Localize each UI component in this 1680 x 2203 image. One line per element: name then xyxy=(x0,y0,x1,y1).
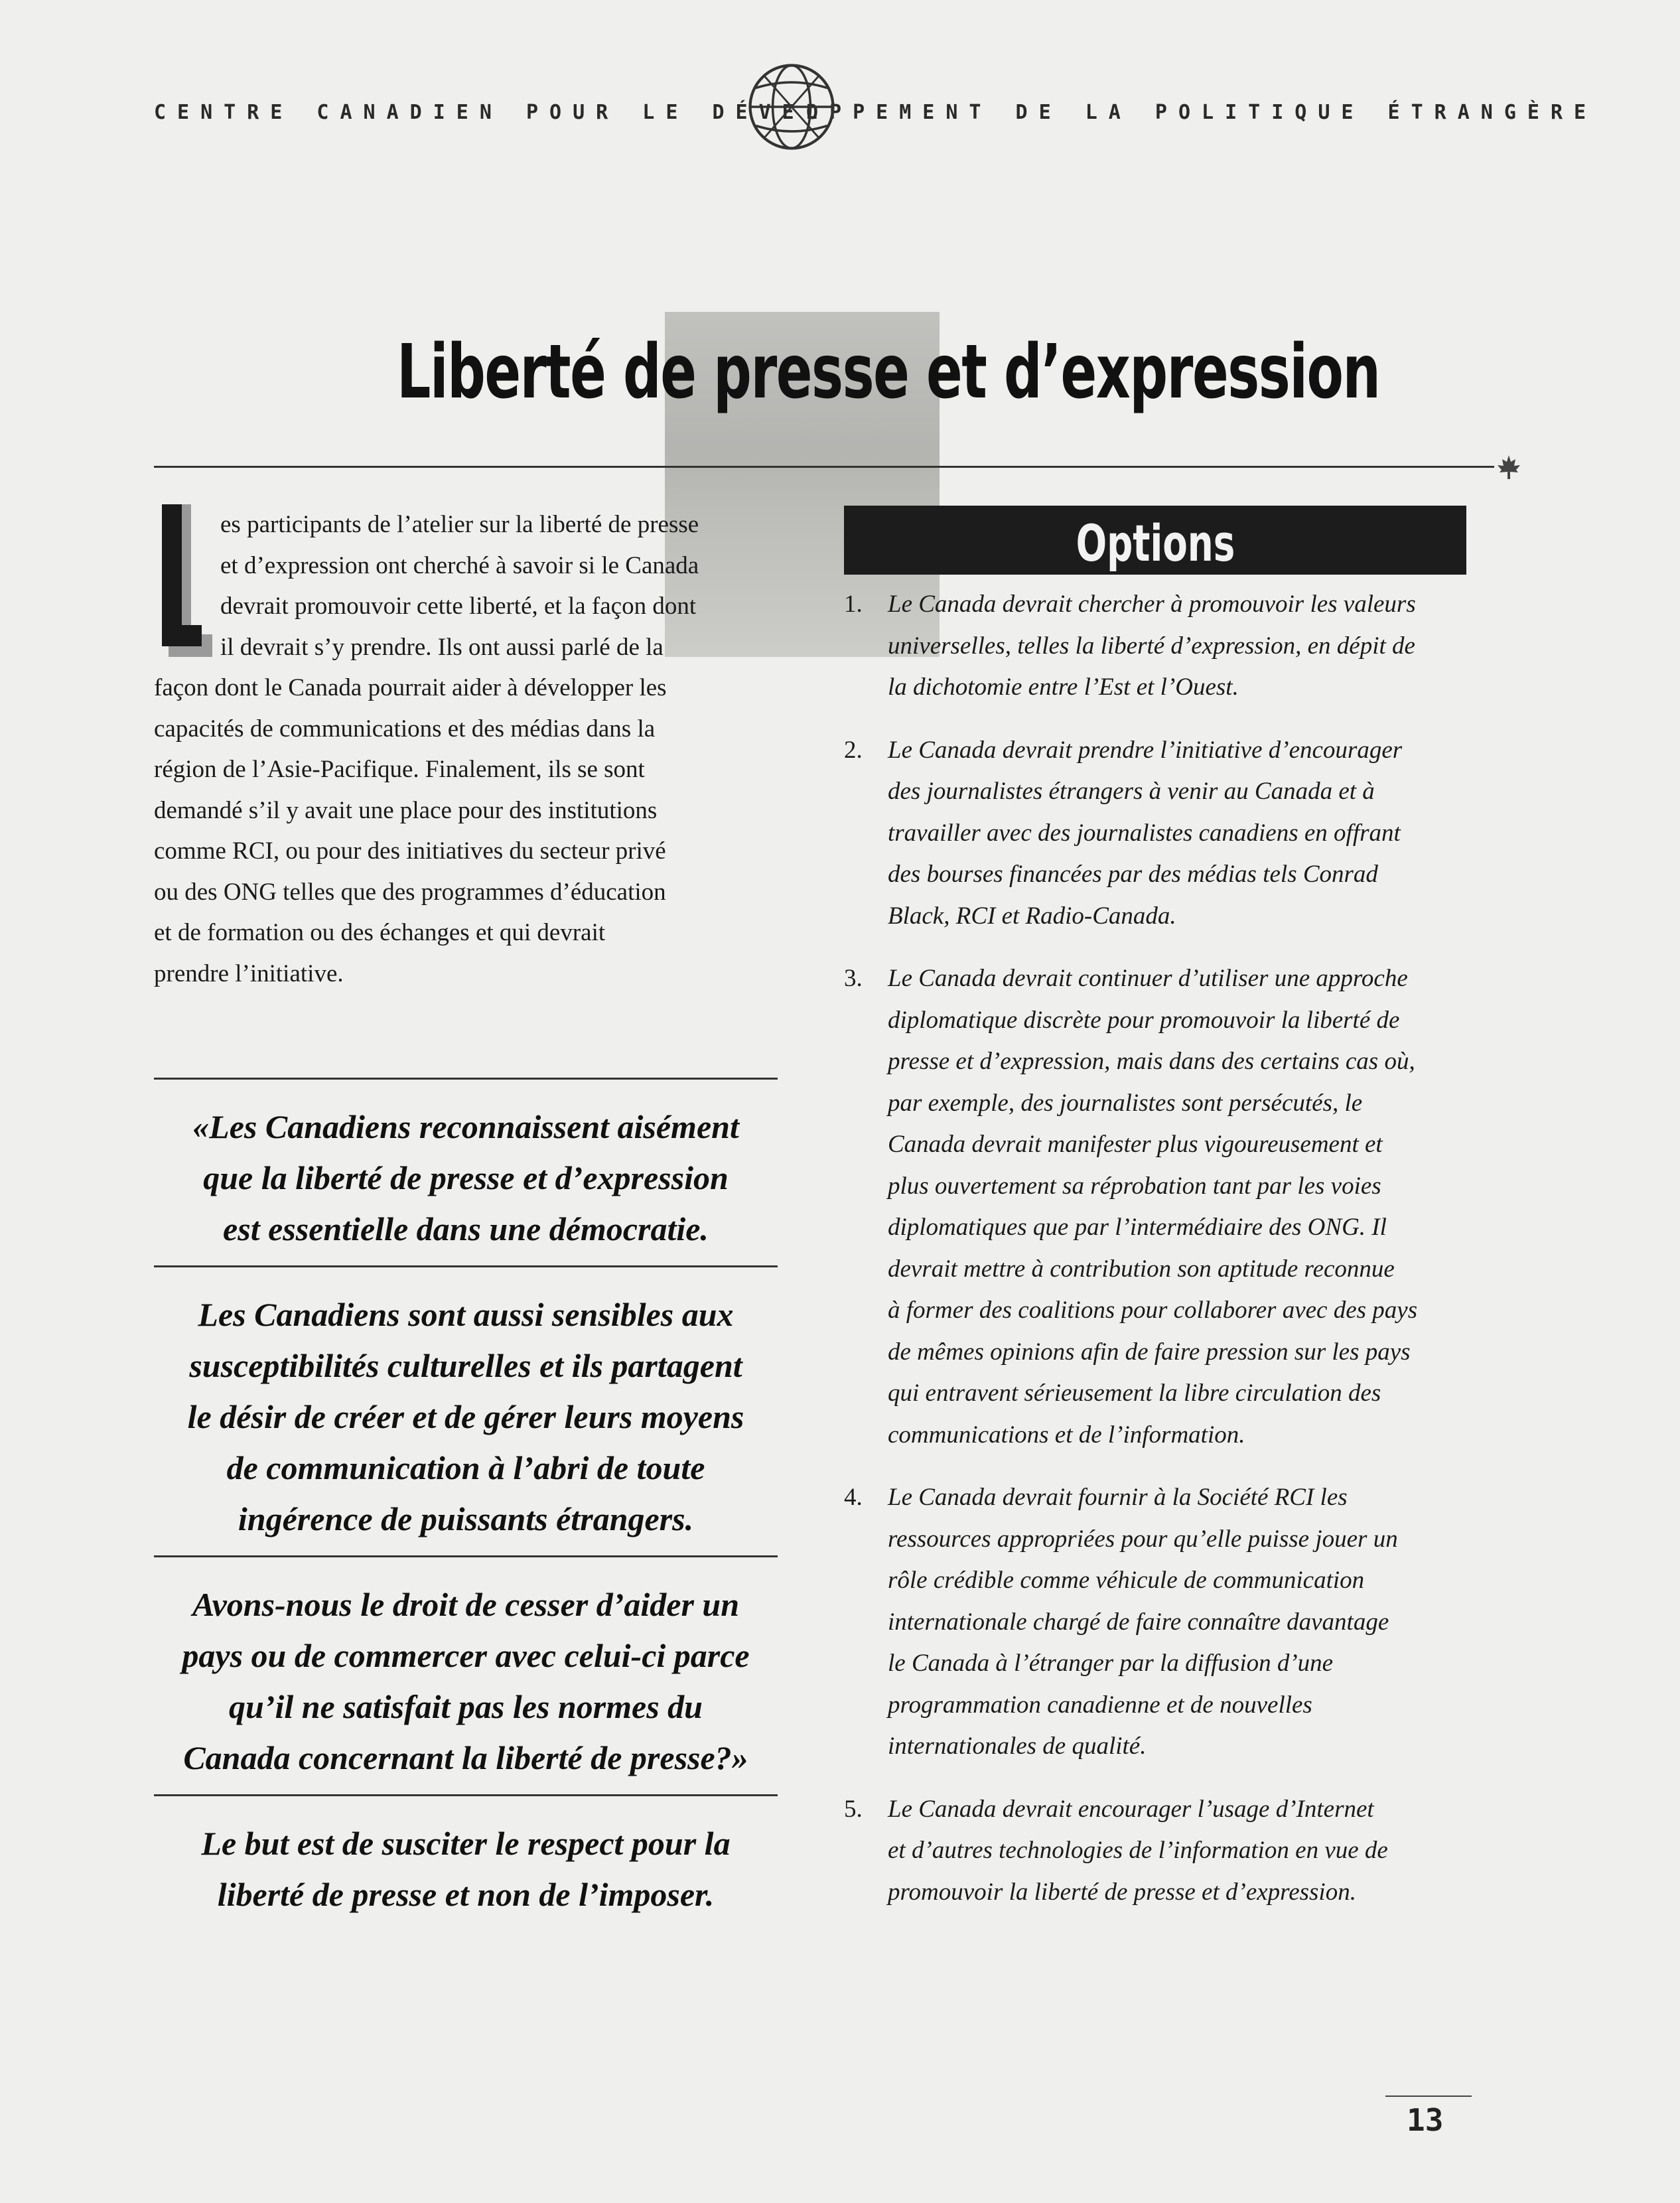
intro-line: capacités de communications et des médias dans la xyxy=(154,715,656,743)
option-line: des journalistes étrangers à venir au Canada et à xyxy=(888,778,1375,805)
option-line: internationales de qualité. xyxy=(888,1733,1147,1760)
option-line: communications et de l’information. xyxy=(888,1421,1245,1449)
intro-line: et d’expression ont cherché à savoir si le Canada xyxy=(220,551,699,579)
quote-divider xyxy=(154,1265,778,1267)
option-number: 1. xyxy=(844,591,863,618)
option-number: 5. xyxy=(844,1795,863,1823)
option-line: devrait mettre à contribution son aptitude reconnue xyxy=(888,1255,1395,1283)
option-line: le Canada à l’étranger par la diffusion d’une xyxy=(888,1650,1334,1677)
option-line: de mêmes opinions afin de faire pression sur les pays xyxy=(888,1338,1411,1366)
option-line: promouvoir la liberté de presse et d’expression. xyxy=(888,1878,1356,1906)
option-line: Black, RCI et Radio-Canada. xyxy=(888,902,1176,930)
intro-line: es participants de l’atelier sur la liberté de presse xyxy=(220,511,699,538)
quote-line: de communication à l’abri de toute xyxy=(226,1449,705,1486)
intro-line: et de formation ou des échanges et qui devrait xyxy=(154,919,606,946)
option-line: à former des coalitions pour collaborer avec des pays xyxy=(888,1297,1418,1324)
running-header xyxy=(0,86,1680,139)
intro-line: prendre l’initiative. xyxy=(154,959,344,987)
intro-line: demandé s’il y avait une place pour des institutions xyxy=(154,796,658,824)
running-header-right: OPPEMENT DE LA POLITIQUE ÉTRANGÈRE xyxy=(806,101,1598,124)
option-number: 2. xyxy=(844,736,863,764)
quote-divider xyxy=(154,1078,778,1080)
option-number: 4. xyxy=(844,1484,863,1511)
quote-line: liberté de presse et non de l’imposer. xyxy=(217,1876,715,1913)
quote-line: Canada concernant la liberté de presse?» xyxy=(183,1739,748,1776)
option-line: qui entravent sérieusement la libre circulation des xyxy=(888,1380,1381,1407)
option-line: programmation canadienne et de nouvelles xyxy=(888,1691,1312,1719)
quote-line: ingérence de puissants étrangers. xyxy=(238,1500,694,1537)
option-line: Le Canada devrait fournir à la Société RCI les xyxy=(888,1484,1348,1511)
option-line: Le Canada devrait encourager l’usage d’Internet xyxy=(888,1795,1374,1823)
options-heading: Options xyxy=(1076,514,1235,573)
globe-logo-icon xyxy=(744,60,839,154)
option-line: Le Canada devrait chercher à promouvoir les valeurs xyxy=(888,591,1416,618)
option-line: diplomatique discrète pour promouvoir la liberté de xyxy=(888,1006,1400,1034)
quote-divider xyxy=(154,1794,778,1796)
page-number: 13 xyxy=(1407,2102,1444,2138)
option-line: rôle crédible comme véhicule de communication xyxy=(888,1567,1365,1594)
option-line: Canada devrait manifester plus vigoureusement et xyxy=(888,1131,1383,1158)
dropcap-letter xyxy=(159,504,212,657)
quote-line: que la liberté de presse et d’expression xyxy=(203,1159,729,1196)
quote-line: susceptibilités culturelles et ils partagent xyxy=(189,1347,742,1384)
quote-line: pays ou de commercer avec celui-ci parce xyxy=(182,1637,750,1674)
quote-line: Les Canadiens sont aussi sensibles aux xyxy=(198,1296,734,1333)
option-line: travailler avec des journalistes canadiens en offrant xyxy=(888,819,1401,847)
quote-line: est essentielle dans une démocratie. xyxy=(223,1210,709,1247)
running-header-left: CENTRE CANADIEN POUR LE DÉVEL xyxy=(154,101,829,124)
option-line: par exemple, des journalistes sont persécutés, le xyxy=(888,1089,1363,1117)
option-line: la dichotomie entre l’Est et l’Ouest. xyxy=(888,674,1239,701)
option-number: 3. xyxy=(844,965,863,992)
maple-leaf-icon xyxy=(1496,454,1522,480)
intro-line: comme RCI, ou pour des initiatives du secteur privé xyxy=(154,837,666,865)
page-number-rule xyxy=(1385,2096,1472,2097)
option-line: diplomatiques que par l’intermédiaire des ONG. Il xyxy=(888,1214,1387,1241)
intro-line: région de l’Asie-Pacifique. Finalement, ils se sont xyxy=(154,756,645,783)
option-line: des bourses financées par des médias tels Conrad xyxy=(888,861,1378,888)
option-line: et d’autres technologies de l’information en vue de xyxy=(888,1837,1388,1864)
option-line: ressources appropriées pour qu’elle puisse jouer un xyxy=(888,1525,1398,1553)
option-line: Le Canada devrait continuer d’utiliser une approche xyxy=(888,965,1408,992)
intro-line: il devrait s’y prendre. Ils ont aussi parlé de la xyxy=(220,633,664,661)
title-rule xyxy=(154,466,1494,468)
quote-line: «Les Canadiens reconnaissent aisément xyxy=(192,1108,739,1145)
intro-line: ou des ONG telles que des programmes d’éducation xyxy=(154,878,666,906)
options-banner xyxy=(844,506,1466,575)
option-line: presse et d’expression, mais dans des certains cas où, xyxy=(888,1048,1415,1075)
option-line: Le Canada devrait prendre l’initiative d’encourager xyxy=(888,736,1403,764)
option-line: universelles, telles la liberté d’expression, en dépit de xyxy=(888,632,1415,660)
page-title: Liberté de presse et d’expression xyxy=(397,329,1380,415)
option-line: plus ouvertement sa réprobation tant par les voies xyxy=(888,1172,1381,1200)
quote-line: qu’il ne satisfait pas les normes du xyxy=(229,1688,703,1725)
quote-line: le désir de créer et de gérer leurs moyens xyxy=(187,1398,744,1435)
intro-line: devrait promouvoir cette liberté, et la façon dont xyxy=(220,593,697,620)
quote-line: Avons-nous le droit de cesser d’aider un xyxy=(192,1586,740,1623)
intro-line: façon dont le Canada pourrait aider à développer les xyxy=(154,674,667,701)
option-line: internationale chargé de faire connaître davantage xyxy=(888,1608,1389,1636)
quote-divider xyxy=(154,1555,778,1557)
quote-line: Le but est de susciter le respect pour la xyxy=(201,1825,731,1862)
